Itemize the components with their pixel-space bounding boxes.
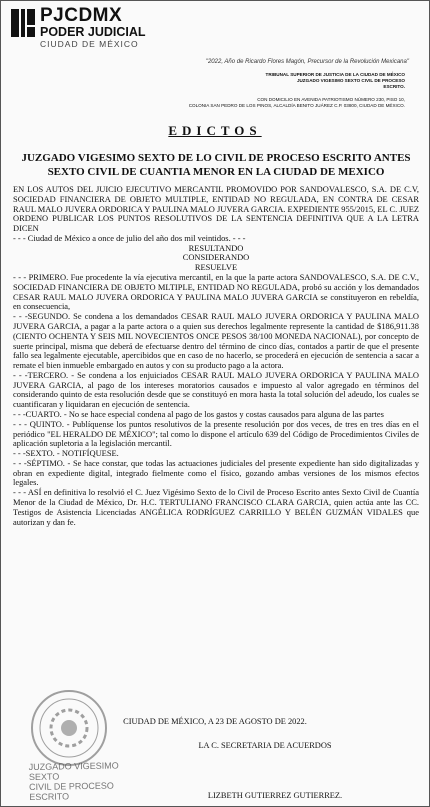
resolutive-point-tercero: - - -TERCERO. - Se condena a los enjuiciados CESAR RAUL MALO JUVERA ORDORICA Y PAULINA MALO JUVERA GARCIA, al pago de los intereses moratorios causados e impuesto al valor agregado en términos del considerando quinto de esta resolución desde que se constituyó en mora hasta la total solución del adeudo, los cuales se cuantificaran y liquidaran en ejecución de sentencia. (13, 369, 419, 410)
logo-title: PJCDMX (40, 5, 123, 26)
resolutive-point-segundo: - - -SEGUNDO. Se condena a los demandados CESAR RAUL MALO JUVERA ORDORICA Y PAULINA MALO JUVERA GARCIA, a pagar a la parte actora o a quien sus derechos legalmente represente la cantidad de $186,911.38 (CIENTO OCHENTA Y SEIS MIL NOVECIENTOS ONCE PESOS 38/100 MONEDA NACIONAL), por concepto de suerte principal, misma que deberá de efectuarse dentro del término de cinco días, contados a partir de que el presente fallo sea legalmente ejecutable, apercibidos que en caso de no hacerlo, se procederá en ejecución de sentencia a sacar a remate el bien inmueble embargado en autos y con su producto pago a la actora. (13, 311, 419, 371)
address-line: COLONIA SAN PEDRO DE LOS PINOS, ALCALDÍA BENITO JUÁREZ C.P. 03800, CIUDAD DE MÉXICO. (188, 103, 405, 108)
resolutive-point-quinto: - - - QUINTO. - Publíquense los puntos resolutivos de la presente resolución por dos veces, de tres en tres días en el periódico "EL HERALDO DE MÉXICO"; tal como lo dispone el artículo 639 del Código de Procedimientos Civiles de aplicación supletoria a la legislación mercantil. (13, 418, 419, 449)
logo-city: CIUDAD DE MÉXICO (40, 39, 139, 49)
court-seal-icon (29, 688, 109, 768)
section-heading-resultando: RESULTANDO (188, 242, 244, 253)
resolutive-point-septimo: - - -SÉPTIMO. - Se hace constar, que todas las actuaciones judiciales del presente expediente han sido digitalizadas y obran en expediente digital, integrado fielmente como el físico, gozando ambas versiones de los mismos efectos legales. (13, 457, 419, 488)
document-title: EDICTOS (168, 123, 262, 138)
stamp-line: CIVIL DE PROCESO ESCRITO (29, 780, 114, 803)
pjcdmx-emblem-icon (10, 7, 36, 39)
pjcdmx-logo (10, 5, 170, 53)
intro-paragraph: EN LOS AUTOS DEL JUICIO EJECUTIVO MERCANTIL PROMOVIDO POR SANDOVALESCO, S.A. DE C.V, SOCIEDAD FINANCIERA DE OBJETO MULTIPLE, ENTIDAD NO REGULADA, EN CONTRA DE CESAR RAUL MALO JUVERA ORDORICA Y PAULINA MALO JUVERA GARCIA. EXPEDIENTE 955/2015, EL C. JUEZ ORDENO PUBLICAR LOS PUNTOS RESOLUTIVOS DE LA SENTENCIA DEFINITIVA QUE A LA LETRA DICEN (13, 184, 419, 234)
resolutive-point-primero: - - - PRIMERO. Fue procedente la vía ejecutiva mercantil, en la que la parte actora SANDOVALESCO, S.A. DE C.V., SOCIEDAD FINANCIERA DE OBJETO MLTIPLE, ENTIDAD NO REGULADA, probó su acción y los demandados CESAR RAUL MALO JUVERA ORDORICA Y PAULINA MALO JUVERA GARCIA se constituyeron en rebeldía, en consecuencia, (13, 272, 419, 312)
secretary-title: LA C. SECRETARIA DE ACUERDOS (198, 741, 332, 750)
year-motto: "2022, Año de Ricardo Flores Magón, Precursor de la Revolución Mexicana" (205, 59, 409, 65)
stamp-line: JUZGADO VIGESIMO SEXTO (28, 760, 119, 783)
final-paragraph: - - - ASÍ en definitiva lo resolvió el C. Juez Vigésimo Sexto de lo Civil de Proceso Escrito antes Sexto Civil de Cuantía Menor de la Ciudad de México, Dr. H.C. TERTULIANO FRANCISCO CLARA GARCIA, quien actúa ante las CC. Testigos de Asistencia Licenciadas ANGÉLICA RODRÍGUEZ CARRILLO Y BELÉN GUZMÁN VIDALES que autorizan y dan fe. (13, 487, 419, 527)
resolutive-point-sexto: - - -SEXTO. - NOTIFÍQUESE. (13, 448, 119, 459)
court-heading-line: ESCRITO. (383, 84, 405, 89)
address-line: CON DOMICILIO EN AVENIDA PATRIOTISMO NÚMERO 230, PISO 10, (257, 97, 405, 102)
section-heading-considerando: CONSIDERANDO (182, 252, 250, 263)
court-address (189, 97, 405, 109)
date-line: - - - Ciudad de México a once de julio del año dos mil veintidos. - - - (13, 232, 246, 243)
resolutive-point-cuarto: - - -CUARTO. - No se hace especial condena al pago de los gastos y costas causados para alguna de las partes (13, 408, 384, 419)
court-heading (266, 72, 405, 90)
logo-subtitle: PODER JUDICIAL (40, 25, 146, 39)
signer-name: LIZBETH GUTIERREZ GUTIERREZ. (207, 791, 343, 800)
court-heading-line: JUZGADO VIGESIMO SEXTO CIVIL DE PROCESO (296, 78, 405, 83)
place-date: CIUDAD DE MÉXICO, A 23 DE AGOSTO DE 2022. (123, 717, 307, 726)
court-heading-line: TRIBUNAL SUPERIOR DE JUSTICIA DE LA CIUDAD DE MÉXICO (265, 72, 405, 77)
section-heading-resuelve: RESUELVE (194, 262, 238, 273)
document-body (13, 185, 419, 527)
court-stamp (29, 760, 150, 802)
court-title: JUZGADO VIGESIMO SEXTO DE LO CIVIL DE PROCESO ESCRITO ANTES SEXTO CIVIL DE CUANTIA MENOR EN LA CIUDAD DE MEXICO (21, 152, 411, 178)
